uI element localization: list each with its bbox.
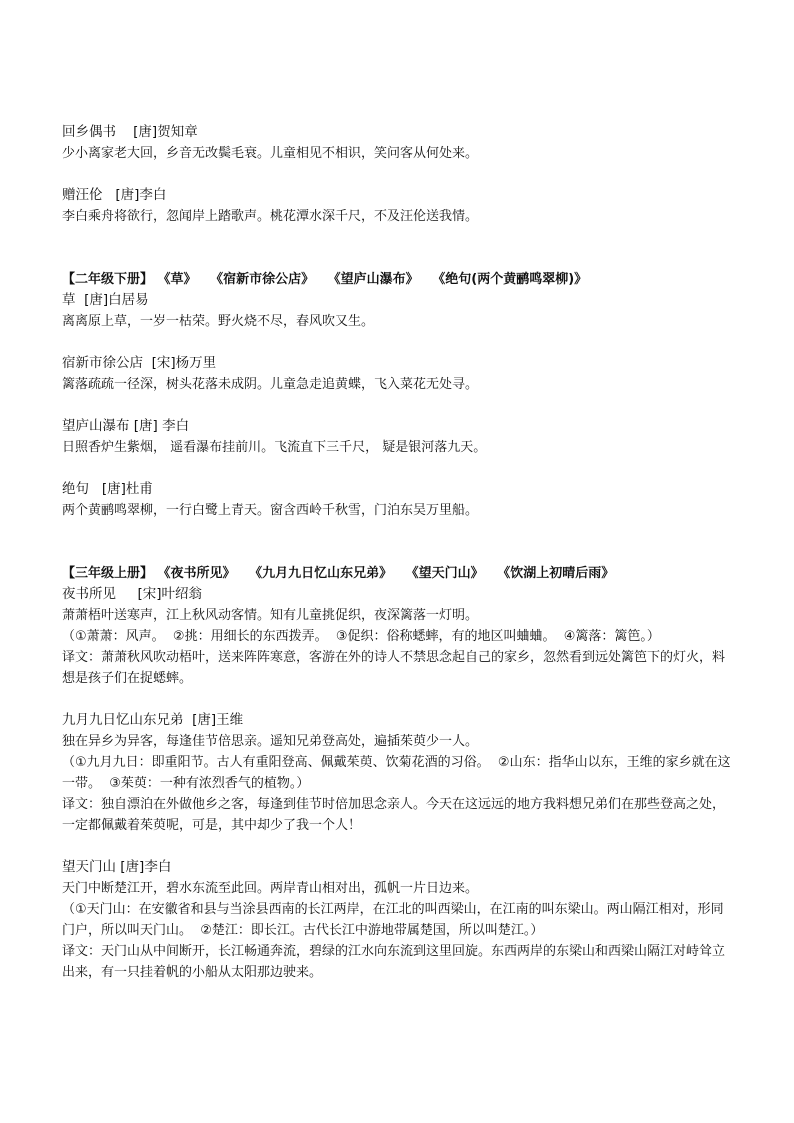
poem-text: 少小离家老大回，乡音无改鬓毛衰。儿童相见不相识，笑问客从何处来。 <box>62 146 479 161</box>
poem-text: 萧萧梧叶送寒声，江上秋风动客情。知有儿童挑促织，夜深篱落一灯明。 <box>62 608 479 623</box>
spacer <box>62 395 734 416</box>
poem-text: 李白乘舟将欲行，忽闻岸上踏歌声。桃花潭水深千尺，不及汪伦送我情。 <box>62 209 479 224</box>
poem-text: 译文：天门山从中间断开，长江畅通奔流，碧绿的江水向东流到这里回旋。东西两岸的东梁山和西梁山隔江对峙耸立出来，有一只挂着帆的小船从太阳那边驶来。 <box>62 944 726 980</box>
poem-title: 绝句 [唐]杜甫 <box>62 481 153 497</box>
section-spacer <box>62 227 734 269</box>
poem-text: 两个黄鹂鸣翠柳，一行白鹭上青天。窗含西岭千秋雪，门泊东吴万里船。 <box>62 503 479 518</box>
poem-text: 译文：萧萧秋风吹动梧叶，送来阵阵寒意，客游在外的诗人不禁思念起自己的家乡，忽然看到远处篱笆下的灯火，料想是孩子们在捉蟋蟀。 <box>62 650 726 686</box>
poem-title: 赠汪伦 [唐]李白 <box>62 187 167 203</box>
poem-text: 天门中断楚江开，碧水东流至此回。两岸青山相对出，孤帆一片日边来。 <box>62 881 479 896</box>
poem-text: （①天门山：在安徽省和县与当涂县西南的长江两岸，在江北的叫西梁山，在江南的叫东梁山。两山隔江相对，形同门户，所以叫天门山。 ②楚江：即长江。古代长江中游地带属楚国，所以叫楚江。） <box>62 902 724 938</box>
poem-title: 望庐山瀑布 [唐] 李白 <box>62 418 190 434</box>
section-spacer <box>62 521 734 563</box>
grade-section-header: 【三年级上册】 《夜书所见》 《九月九日忆山东兄弟》 《望天门山》 《饮湖上初晴后雨》 <box>62 566 615 581</box>
poem-text: 译文：独自漂泊在外做他乡之客，每逢到佳节时倍加思念亲人。今天在这远远的地方我料想兄弟们在那些登高之处，一定都佩戴着茱萸呢，可是，其中却少了我一个人！ <box>62 797 726 833</box>
poem-text: （①萧萧：风声。 ②挑：用细长的东西拨弄。 ③促织：俗称蟋蟀，有的地区叫蛐蛐。 ④篱落：篱笆。） <box>62 629 660 644</box>
spacer <box>62 458 734 479</box>
poem-title: 宿新市徐公店 [宋]杨万里 <box>62 355 217 371</box>
poem-text: 离离原上草，一岁一枯荣。野火烧不尽，春风吹又生。 <box>62 314 375 329</box>
poem-title: 夜书所见 [宋]叶绍翁 <box>62 586 202 602</box>
spacer <box>62 836 734 857</box>
poem-title: 望天门山 [唐]李白 <box>62 859 172 875</box>
poem-text: 独在异乡为异客，每逢佳节倍思亲。遥知兄弟登高处，遍插茱萸少一人。 <box>62 734 479 749</box>
poem-title: 九月九日忆山东兄弟 [唐]王维 <box>62 712 244 728</box>
poem-text: 日照香炉生紫烟， 遥看瀑布挂前川。飞流直下三千尺， 疑是银河落九天。 <box>62 440 487 455</box>
poem-text: 篱落疏疏一径深，树头花落未成阴。儿童急走追黄蝶，飞入菜花无处寻。 <box>62 377 479 392</box>
grade-section-header: 【二年级下册】 《草》 《宿新市徐公店》 《望庐山瀑布》 《绝句(两个黄鹂鸣翠柳)》 <box>62 272 588 287</box>
poem-title: 回乡偶书 [唐]贺知章 <box>62 124 198 140</box>
spacer <box>62 164 734 185</box>
document-page <box>62 122 734 983</box>
poem-title: 草 [唐]白居易 <box>62 292 149 308</box>
poem-text: （①九月九日：即重阳节。古人有重阳登高、佩戴茱萸、饮菊花酒的习俗。 ②山东：指华山以东，王维的家乡就在这一带。 ③茱萸：一种有浓烈香气的植物。） <box>62 755 731 791</box>
spacer <box>62 332 734 353</box>
spacer <box>62 689 734 710</box>
